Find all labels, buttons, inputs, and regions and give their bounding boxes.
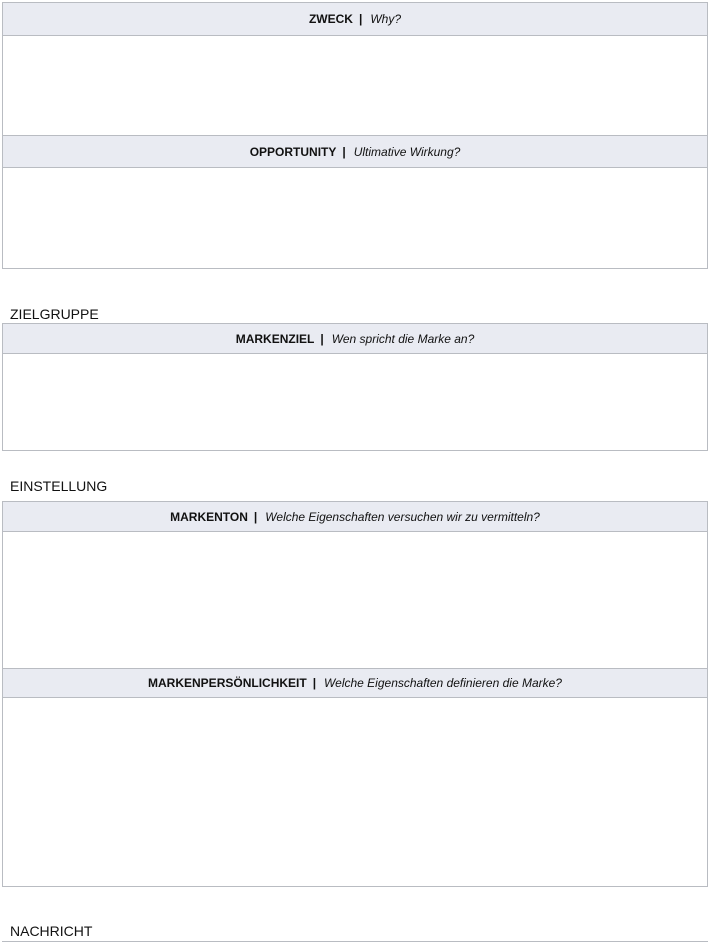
header-markenpersoenlichkeit <box>3 669 707 698</box>
input-cell-zweck[interactable] <box>3 36 707 136</box>
header-key: MARKENZIEL <box>235 331 315 346</box>
header-zweck <box>3 3 707 36</box>
header-key: MARKENTON <box>170 509 248 524</box>
header-question: Ultimative Wirkung? <box>353 144 461 159</box>
input-cell-markenpersoenlichkeit[interactable] <box>3 698 707 886</box>
table-markenton-persoenlichkeit <box>2 501 708 887</box>
header-separator: | <box>342 144 346 159</box>
header-separator: | <box>320 331 324 346</box>
header-key: OPPORTUNITY <box>249 144 337 159</box>
input-cell-markenton[interactable] <box>3 532 707 669</box>
header-markenton <box>3 502 707 532</box>
header-question: Welche Eigenschaften definieren die Marke? <box>324 676 562 690</box>
section-title-zielgruppe: ZIELGRUPPE <box>10 306 99 322</box>
section-title-nachricht: NACHRICHT <box>10 923 93 939</box>
section-title-einstellung: EINSTELLUNG <box>10 478 108 494</box>
input-cell-markenziel[interactable] <box>3 354 707 450</box>
header-key: ZWECK <box>308 12 353 26</box>
header-opportunity <box>3 136 707 168</box>
input-cell-opportunity[interactable] <box>3 168 707 268</box>
header-question: Why? <box>370 12 402 26</box>
header-separator: | <box>358 12 363 26</box>
header-markenziel <box>3 324 707 354</box>
header-question: Wen spricht die Marke an? <box>331 331 475 346</box>
table-zweck-opportunity <box>2 2 708 269</box>
table-top-border-nachricht <box>2 941 708 942</box>
table-markenziel <box>2 323 708 451</box>
header-separator: | <box>253 509 258 524</box>
header-question: Welche Eigenschaften versuchen wir zu vermitteln? <box>265 509 540 524</box>
header-key: MARKENPERSÖNLICHKEIT <box>148 676 307 690</box>
header-separator: | <box>312 676 317 690</box>
